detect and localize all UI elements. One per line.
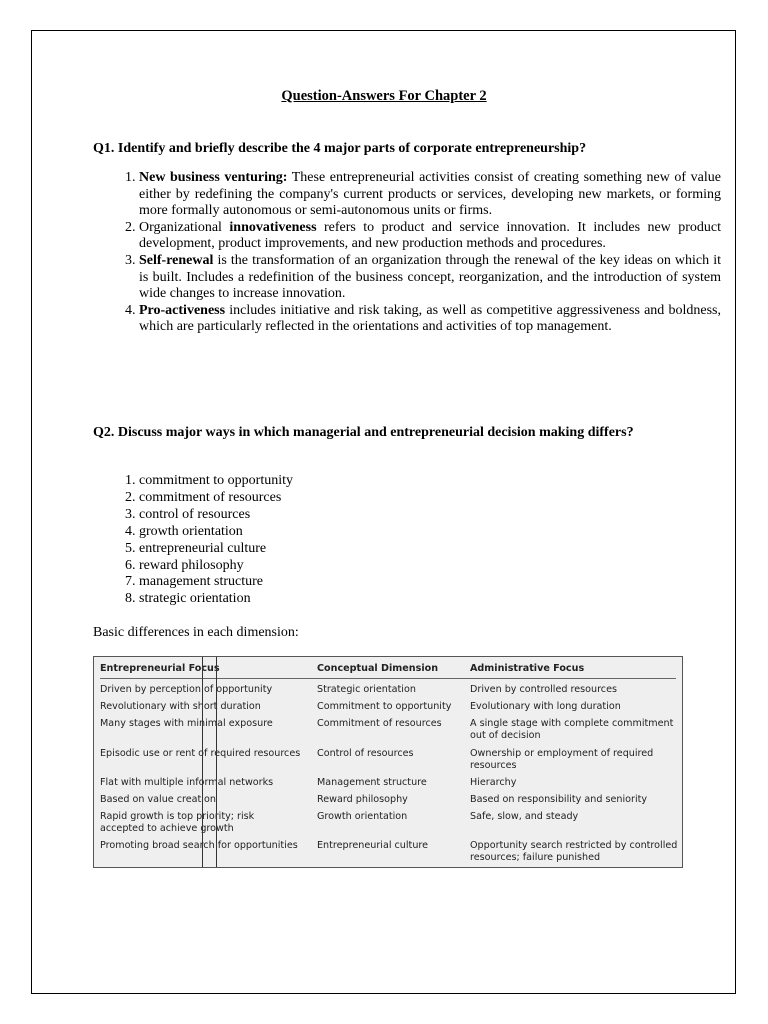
table-cell: Control of resources — [317, 748, 414, 759]
q1-answer-list — [93, 170, 721, 336]
page-title: Question-Answers For Chapter 2 — [281, 88, 487, 104]
table-header: Conceptual Dimension — [317, 663, 439, 674]
list-item: 3. Self-renewal is the transformation of an organization through the renewal of the key ideas on which it is built. Includes a redefinition of the business concept, reorganization, and the introduction of system wide changes to increase innovation. — [139, 253, 721, 303]
table-cell: Based on responsibility and seniority — [470, 794, 648, 805]
table-cell: Opportunity search restricted by controlled resources; failure punished — [470, 840, 678, 863]
list-item: 7. management structure — [139, 574, 293, 591]
table-cell: Safe, slow, and steady — [470, 811, 579, 822]
table-cell: Hierarchy — [470, 777, 517, 788]
list-item: 2. commitment of resources — [139, 490, 293, 507]
list-item: 1. New business venturing: These entrepreneurial activities consist of creating something new of value either by redefining the company's current products or services, developing new markets, or forming more formally autonomous or semi-autonomous units or firms. — [139, 170, 721, 220]
table-cell: Promoting broad search for opportunities — [100, 840, 298, 851]
q2-answer-list — [93, 473, 293, 608]
list-item: 4. growth orientation — [139, 524, 293, 541]
table-cell: Reward philosophy — [317, 794, 408, 805]
table-cell: Entrepreneurial culture — [317, 840, 429, 851]
table-cell: Episodic use or rent of required resources — [100, 748, 301, 759]
table-header: Entrepreneurial Focus — [100, 663, 220, 674]
list-item: 3. control of resources — [139, 507, 293, 524]
table-cell: Revolutionary with short duration — [100, 701, 261, 712]
basic-differences-label: Basic differences in each dimension: — [93, 625, 299, 640]
table-cell: Rapid growth is top priority; risk accepted to achieve growth — [100, 811, 255, 834]
table-cell: Strategic orientation — [317, 684, 416, 695]
scan-line — [216, 657, 217, 867]
table-cell: Evolutionary with long duration — [470, 701, 621, 712]
table-cell: Many stages with minimal exposure — [100, 718, 273, 729]
list-item: 6. reward philosophy — [139, 558, 293, 575]
table-cell: Management structure — [317, 777, 427, 788]
list-item: 5. entrepreneurial culture — [139, 541, 293, 558]
table-cell: Ownership or employment of required resources — [470, 748, 654, 771]
question-1: Q1. Identify and briefly describe the 4 major parts of corporate entrepreneurship? — [93, 141, 587, 156]
table-cell: Based on value creation — [100, 794, 216, 805]
scan-line — [202, 657, 203, 867]
table-cell: Commitment of resources — [317, 718, 442, 729]
table-cell: A single stage with complete commitment out of decision — [470, 718, 674, 741]
header-divider — [100, 678, 676, 679]
list-item: 8. strategic orientation — [139, 591, 293, 608]
table-cell: Commitment to opportunity — [317, 701, 452, 712]
differences-table — [93, 656, 683, 868]
table-cell: Growth orientation — [317, 811, 408, 822]
table-cell: Flat with multiple informal networks — [100, 777, 274, 788]
table-cell: Driven by controlled resources — [470, 684, 617, 695]
table-cell: Driven by perception of opportunity — [100, 684, 273, 695]
table-header: Administrative Focus — [470, 663, 585, 674]
list-item: 2. Organizational innovativeness refers to product and service innovation. It includes new product development, product improvements, and new production methods and procedures. — [139, 220, 721, 253]
question-2: Q2. Discuss major ways in which managerial and entrepreneurial decision making differs? — [93, 425, 634, 440]
list-item: 1. commitment to opportunity — [139, 473, 293, 490]
list-item: 4. Pro-activeness includes initiative and risk taking, as well as competitive aggressiveness and boldness, which are particularly reflected in the orientations and activities of top management. — [139, 303, 721, 336]
